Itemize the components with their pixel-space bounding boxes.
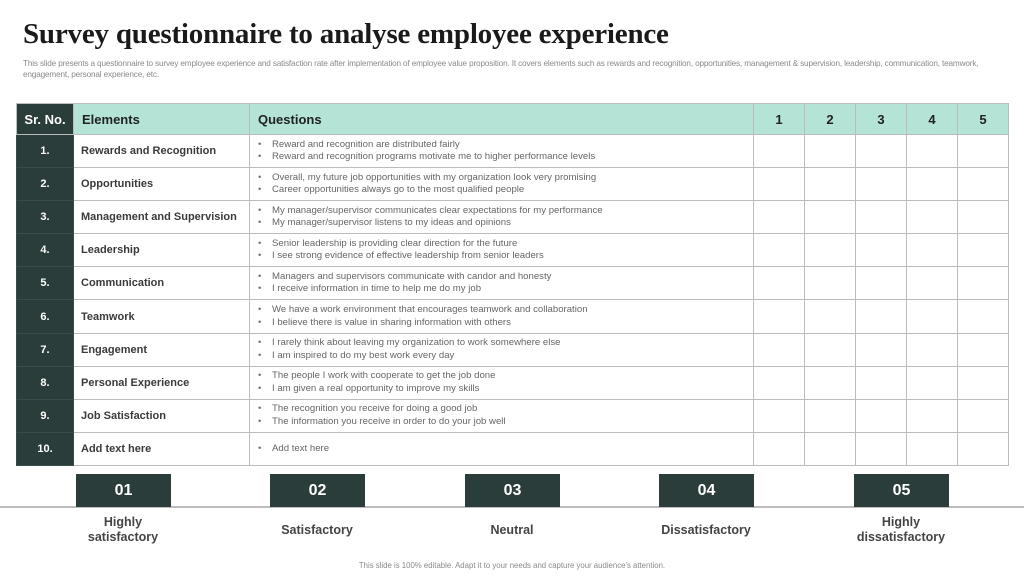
scale-box-02: 02 — [270, 474, 365, 507]
question-text: Add text here — [272, 442, 330, 454]
question-text: Managers and supervisors communicate with candor and honesty — [272, 270, 552, 282]
score-cell-4[interactable] — [907, 432, 958, 465]
row-questions — [250, 168, 754, 201]
row-questions — [250, 135, 754, 168]
footer-note: This slide is 100% editable. Adapt it to your needs and capture your audience's attention. — [358, 561, 666, 570]
score-cell-3[interactable] — [856, 333, 907, 366]
question-text: We have a work environment that encourages teamwork and collaboration — [272, 304, 588, 316]
row-questions — [250, 201, 754, 234]
bullet-icon: • — [258, 337, 262, 349]
row-element: Add text here — [74, 432, 250, 465]
table-row — [17, 399, 1009, 432]
row-number: 6. — [17, 300, 74, 333]
question-text: I receive information in time to help me do my job — [272, 283, 482, 295]
question-item — [258, 238, 753, 251]
score-cell-5[interactable] — [958, 432, 1009, 465]
question-item — [258, 217, 753, 230]
header-score-3: 3 — [856, 104, 907, 135]
table-row — [17, 267, 1009, 300]
score-cell-4[interactable] — [907, 267, 958, 300]
score-cell-3[interactable] — [856, 201, 907, 234]
bullet-icon: • — [258, 304, 262, 316]
question-text: I rarely think about leaving my organization to work somewhere else — [272, 337, 561, 349]
question-item — [258, 139, 753, 152]
scale-label-03: Neutral — [490, 522, 534, 537]
question-text: The people I work with cooperate to get the job done — [272, 370, 496, 382]
header-score-4: 4 — [907, 104, 958, 135]
question-item — [258, 337, 753, 350]
survey-table — [16, 103, 1009, 466]
row-element: Leadership — [74, 234, 250, 267]
question-text: Overall, my future job opportunities with my organization look very promising — [272, 171, 597, 183]
row-questions — [250, 300, 754, 333]
bullet-icon: • — [258, 382, 262, 394]
row-element: Engagement — [74, 333, 250, 366]
score-cell-5[interactable] — [958, 135, 1009, 168]
score-cell-1[interactable] — [754, 366, 805, 399]
question-item — [258, 172, 753, 185]
score-cell-3[interactable] — [856, 234, 907, 267]
scale-label-02: Satisfactory — [281, 522, 353, 537]
table-row — [17, 333, 1009, 366]
table-row — [17, 366, 1009, 399]
question-item — [258, 403, 753, 416]
score-cell-1[interactable] — [754, 432, 805, 465]
header-elements: Elements — [74, 104, 250, 135]
row-questions — [250, 234, 754, 267]
row-number: 3. — [17, 201, 74, 234]
question-item — [258, 350, 753, 363]
question-item — [258, 304, 753, 317]
question-text: Senior leadership is providing clear direction for the future — [272, 237, 518, 249]
row-number: 5. — [17, 267, 74, 300]
score-cell-3[interactable] — [856, 366, 907, 399]
score-cell-3[interactable] — [856, 168, 907, 201]
scale-box-03: 03 — [465, 474, 560, 507]
row-element: Personal Experience — [74, 366, 250, 399]
score-cell-2[interactable] — [805, 300, 856, 333]
score-cell-3[interactable] — [856, 432, 907, 465]
score-cell-3[interactable] — [856, 267, 907, 300]
score-cell-5[interactable] — [958, 399, 1009, 432]
page-subtitle: This slide presents a questionnaire to survey employee experience and satisfaction rate after implementation of employee value proposition. It covers elements such as rewards and recognition, opportunities, management & supervision, leadership, communication, teamwork, engagement, personal experience, etc. — [23, 59, 979, 79]
row-element: Communication — [74, 267, 250, 300]
scale-box-01: 01 — [76, 474, 171, 507]
score-cell-4[interactable] — [907, 300, 958, 333]
bullet-icon: • — [258, 316, 262, 328]
bullet-icon: • — [258, 442, 262, 454]
bullet-icon: • — [258, 171, 262, 183]
score-cell-4[interactable] — [907, 333, 958, 366]
score-cell-4[interactable] — [907, 234, 958, 267]
table-header-row — [17, 104, 1009, 135]
question-text: Career opportunities always go to the most qualified people — [272, 184, 525, 196]
score-cell-2[interactable] — [805, 135, 856, 168]
question-text: I believe there is value in sharing information with others — [272, 316, 511, 328]
score-cell-2[interactable] — [805, 432, 856, 465]
row-questions — [250, 399, 754, 432]
scale-box-05: 05 — [854, 474, 949, 507]
question-item — [258, 443, 753, 456]
score-cell-5[interactable] — [958, 300, 1009, 333]
row-questions — [250, 366, 754, 399]
bullet-icon: • — [258, 415, 262, 427]
score-cell-2[interactable] — [805, 267, 856, 300]
scale-label-01: Highly satisfactory — [87, 515, 159, 544]
score-cell-1[interactable] — [754, 135, 805, 168]
row-questions — [250, 432, 754, 465]
score-cell-5[interactable] — [958, 267, 1009, 300]
bullet-icon: • — [258, 217, 262, 229]
row-number: 10. — [17, 432, 74, 465]
question-text: I see strong evidence of effective leadership from senior leaders — [272, 250, 544, 262]
score-cell-2[interactable] — [805, 333, 856, 366]
question-text: Reward and recognition are distributed fairly — [272, 138, 460, 150]
question-text: The recognition you receive for doing a good job — [272, 403, 478, 415]
score-cell-2[interactable] — [805, 234, 856, 267]
table-row — [17, 168, 1009, 201]
question-item — [258, 184, 753, 197]
question-item — [258, 370, 753, 383]
question-item — [258, 271, 753, 284]
question-item — [258, 383, 753, 396]
question-text: I am given a real opportunity to improve my skills — [272, 382, 480, 394]
scale-label-04: Dissatisfactory — [661, 522, 751, 537]
score-cell-3[interactable] — [856, 300, 907, 333]
question-item — [258, 205, 753, 218]
bullet-icon: • — [258, 184, 262, 196]
score-cell-5[interactable] — [958, 333, 1009, 366]
score-cell-4[interactable] — [907, 135, 958, 168]
question-item — [258, 317, 753, 330]
row-element: Rewards and Recognition — [74, 135, 250, 168]
score-cell-1[interactable] — [754, 168, 805, 201]
bullet-icon: • — [258, 403, 262, 415]
table-row — [17, 135, 1009, 168]
question-item — [258, 151, 753, 164]
question-item — [258, 283, 753, 296]
question-text: Reward and recognition programs motivate me to higher performance levels — [272, 151, 596, 163]
row-element: Management and Supervision — [74, 201, 250, 234]
score-cell-1[interactable] — [754, 399, 805, 432]
score-cell-1[interactable] — [754, 267, 805, 300]
row-questions — [250, 267, 754, 300]
bullet-icon: • — [258, 270, 262, 282]
row-element: Opportunities — [74, 168, 250, 201]
score-cell-5[interactable] — [958, 168, 1009, 201]
score-cell-1[interactable] — [754, 234, 805, 267]
question-text: The information you receive in order to do your job well — [272, 415, 506, 427]
score-cell-5[interactable] — [958, 366, 1009, 399]
row-element: Teamwork — [74, 300, 250, 333]
score-cell-3[interactable] — [856, 135, 907, 168]
bullet-icon: • — [258, 237, 262, 249]
score-cell-1[interactable] — [754, 201, 805, 234]
score-cell-4[interactable] — [907, 399, 958, 432]
page-title: Survey questionnaire to analyse employee experience — [23, 18, 669, 50]
bullet-icon: • — [258, 370, 262, 382]
bullet-icon: • — [258, 138, 262, 150]
row-element: Job Satisfaction — [74, 399, 250, 432]
score-cell-5[interactable] — [958, 234, 1009, 267]
scale-label-05: Highly dissatisfactory — [856, 515, 946, 544]
header-score-5: 5 — [958, 104, 1009, 135]
header-score-1: 1 — [754, 104, 805, 135]
table-row — [17, 432, 1009, 465]
score-cell-2[interactable] — [805, 168, 856, 201]
row-number: 8. — [17, 366, 74, 399]
header-questions: Questions — [250, 104, 754, 135]
bullet-icon: • — [258, 204, 262, 216]
score-cell-1[interactable] — [754, 300, 805, 333]
score-cell-4[interactable] — [907, 366, 958, 399]
question-text: My manager/supervisor listens to my ideas and opinions — [272, 217, 511, 229]
row-number: 2. — [17, 168, 74, 201]
header-score-2: 2 — [805, 104, 856, 135]
score-cell-5[interactable] — [958, 201, 1009, 234]
row-questions — [250, 333, 754, 366]
bullet-icon: • — [258, 250, 262, 262]
score-cell-4[interactable] — [907, 168, 958, 201]
table-row — [17, 300, 1009, 333]
table-row — [17, 234, 1009, 267]
table-row — [17, 201, 1009, 234]
bullet-icon: • — [258, 151, 262, 163]
bullet-icon: • — [258, 349, 262, 361]
question-item — [258, 250, 753, 263]
row-number: 9. — [17, 399, 74, 432]
row-number: 7. — [17, 333, 74, 366]
row-number: 4. — [17, 234, 74, 267]
score-cell-1[interactable] — [754, 333, 805, 366]
scale-box-04: 04 — [659, 474, 754, 507]
question-text: My manager/supervisor communicates clear expectations for my performance — [272, 204, 603, 216]
question-item — [258, 416, 753, 429]
header-sr-no: Sr. No. — [17, 104, 74, 135]
score-cell-4[interactable] — [907, 201, 958, 234]
row-number: 1. — [17, 135, 74, 168]
score-cell-3[interactable] — [856, 399, 907, 432]
score-cell-2[interactable] — [805, 366, 856, 399]
score-cell-2[interactable] — [805, 399, 856, 432]
score-cell-2[interactable] — [805, 201, 856, 234]
bullet-icon: • — [258, 283, 262, 295]
question-text: I am inspired to do my best work every day — [272, 349, 455, 361]
